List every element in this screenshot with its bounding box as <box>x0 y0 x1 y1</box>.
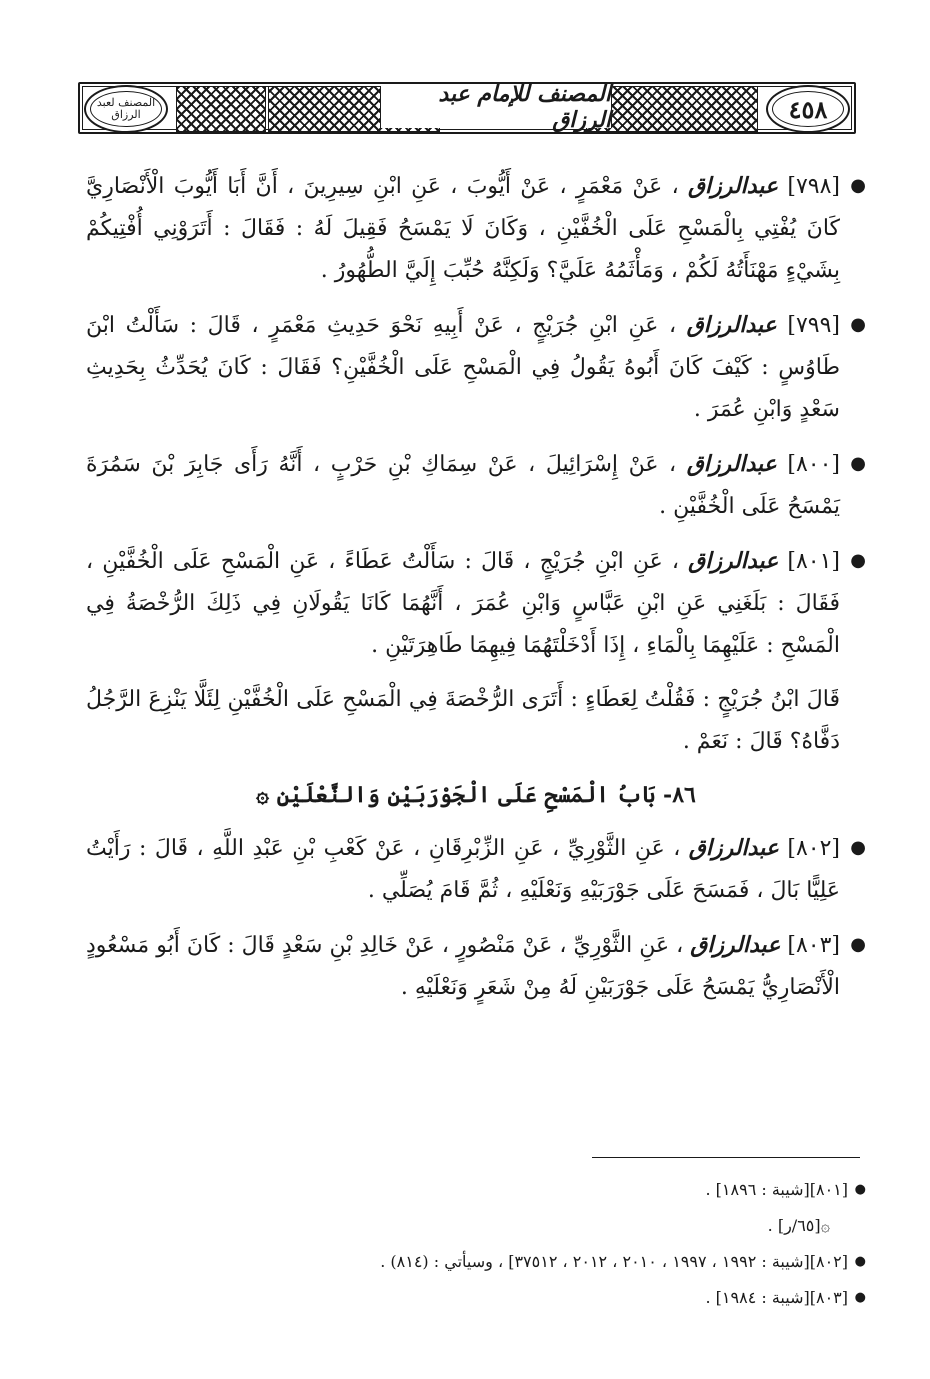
hadith-799 <box>86 304 866 431</box>
hadith-number: [٧٩٨] <box>787 174 840 199</box>
hadith-narrator: عبدالرزاق <box>687 173 779 199</box>
bullet-icon: ● <box>850 453 866 474</box>
hadith-text: ، عَنْ مَعْمَرٍ ، عَنْ أَيُّوبَ ، عَنِ ابْنِ سِيرِينَ ، أَنَّ أَبَا أَيُّوبَ الْأَنْصَارِيَّ كَانَ يُفْتِي بِالْمَسْحِ عَلَى الْخُفَّيْنِ ، وَكَانَ لَا يَمْسَحُ فَقِيلَ لَهُ : فَقَالَ : أَتَرَوْنِي أُفْتِيكُمْ بِشَيْءٍ مَهْنَأَتُهُ لَكُمْ ، وَمَأْثَمُهُ عَلَيَّ؟ وَلَكِنَّهُ حُبِّبَ إِلَيَّ الطُّهُورُ . <box>86 174 840 283</box>
footnote-text: [٨٠٣][شيبة : ١٩٨٤] . <box>705 1288 848 1307</box>
hadith-narrator: عبدالرزاق <box>686 451 777 477</box>
footnote-separator <box>592 1157 860 1158</box>
hadith-text: ، عَنِ ابْنِ جُرَيْجٍ ، عَنْ أَبِيهِ نَحْوَ حَدِيثِ مَعْمَرٍ ، قَالَ : سَأَلْتُ ابْنَ طَاوُسٍ : كَيْفَ كَانَ أَبُوهُ يَقُولُ فِي الْمَسْحِ عَلَى الْخُفَّيْنِ؟ فَقَالَ : كَانَ يُحَدِّثُ بِحَدِيثِ سَعْدٍ وَابْنِ عُمَرَ . <box>86 313 840 422</box>
hadith-narrator: عبدالرزاق <box>688 548 779 574</box>
hadith-number: [٨٠٣] <box>787 933 840 958</box>
hadith-text: ، عَنِ الثَّوْرِيِّ ، عَنْ مَنْصُورٍ ، عَنْ خَالِدِ بْنِ سَعْدٍ قَالَ : كَانَ أَبُو مَسْعُودٍ الْأَنْصَارِيُّ يَمْسَحُ عَلَى جَوْرَبَيْنِ لَهُ مِنْ شَعَرٍ وَنَعْلَيْهِ . <box>86 933 840 1000</box>
book-seal-logo <box>84 85 168 133</box>
page-number-seal <box>766 85 850 133</box>
hadith-798 <box>86 165 866 292</box>
footnote-text: [٨٠٢][شيبة : ١٩٩٢ ، ١٩٩٧ ، ٢٠١٠ ، ٢٠١٢ ، ٣٧٥١٢] ، وسيأتي : (٨١٤) . <box>380 1252 848 1271</box>
hadith-803 <box>86 924 866 1009</box>
hadith-number: [٨٠٠] <box>787 452 841 477</box>
footnote-802 <box>86 1244 866 1280</box>
hadith-text: ، عَنْ إِسْرَائِيلَ ، عَنْ سِمَاكِ بْنِ حَرْبٍ ، أَنَّهُ رَأَى جَابِرَ بْنَ سَمُرَةَ يَمْسَحُ عَلَى الْخُفَّيْنِ . <box>86 452 840 519</box>
seal-text: المصنف لعبد الرزاق <box>96 96 156 121</box>
hadith-narrator: عبدالرزاق <box>686 312 777 338</box>
hadith-number: [٧٩٩] <box>787 313 840 338</box>
bullet-icon: ● <box>854 1182 866 1197</box>
bullet-icon: ● <box>854 1254 866 1269</box>
ibn-jurayj-note: قَالَ ابْنُ جُرَيْجٍ : فَقُلْتُ لِعَطَاءٍ : أَتَرَى الرُّخْصَةَ فِي الْمَسْحِ عَلَى الْخُفَّيْنِ لِئَلَّا يَنْزِعَ الرَّجُلُ دَفَّاهُ؟ قَالَ : نَعَمْ . <box>86 687 840 754</box>
bullet-icon: ● <box>850 550 866 571</box>
footnotes <box>86 1172 866 1316</box>
hadith-802 <box>86 827 866 912</box>
footnote-text: [٨٠١][شيبة : ١٨٩٦] . <box>705 1180 848 1199</box>
bullet-icon: ● <box>850 934 866 955</box>
page-number: ٤٥٨ <box>788 94 828 124</box>
bullet-icon: ● <box>854 1290 866 1305</box>
hadith-800 <box>86 443 866 528</box>
bullet-icon: ● <box>850 837 866 858</box>
hadith-number: [٨٠٢] <box>787 836 840 861</box>
bullet-icon: ● <box>850 175 866 196</box>
hadith-number: [٨٠١] <box>787 549 840 574</box>
footnote-803 <box>86 1280 866 1316</box>
page-header <box>78 82 856 134</box>
ornament-band-left <box>176 86 266 132</box>
footnote-text: ۞[٦٥/ر] . <box>767 1216 830 1235</box>
footnote-manuscript-ref <box>86 1208 866 1244</box>
hadith-text: ، عَنِ ابْنِ جُرَيْجٍ ، قَالَ : سَأَلْتُ عَطَاءً ، عَنِ الْمَسْحِ عَلَى الْخُفَّيْنِ ، فَقَالَ : بَلَغَنِي عَنِ ابْنِ عَبَّاسٍ وَابْنِ عُمَرَ ، أَنَّهُمَا كَانَا يَقُولَانِ فِي ذَلِكَ الرُّخْصَةُ فِي الْمَسْحِ : عَلَيْهِمَا بِالْمَاءِ ، إِذَا أَدْخَلْتَهُمَا فِيهِمَا طَاهِرَتَيْنِ . <box>86 549 840 658</box>
chapter-heading: ٨٦- بَابُ الْمَسْحِ عَلَى الْجَوْرَبَيْنِ وَالنَّعْلَيْنِ ۞ <box>256 782 696 808</box>
footnote-801 <box>86 1172 866 1208</box>
running-title: المصنف للإمام عبد الرزاق <box>380 86 612 128</box>
hadith-text: ، عَنِ الثَّوْرِيِّ ، عَنِ الزِّبْرِقَانِ ، عَنْ كَعْبِ بْنِ عَبْدِ اللَّهِ ، قَالَ : رَأَيْتُ عَلِيًّا بَالَ ، فَمَسَحَ عَلَى جَوْرَبَيْهِ وَنَعْلَيْهِ ، ثُمَّ قَامَ يُصَلِّي . <box>86 836 840 903</box>
hadith-narrator: عبدالرزاق <box>688 835 779 861</box>
bullet-icon: ● <box>850 314 866 335</box>
hadith-narrator: عبدالرزاق <box>690 932 781 958</box>
hadith-801 <box>86 540 866 667</box>
page-body <box>86 165 866 1021</box>
